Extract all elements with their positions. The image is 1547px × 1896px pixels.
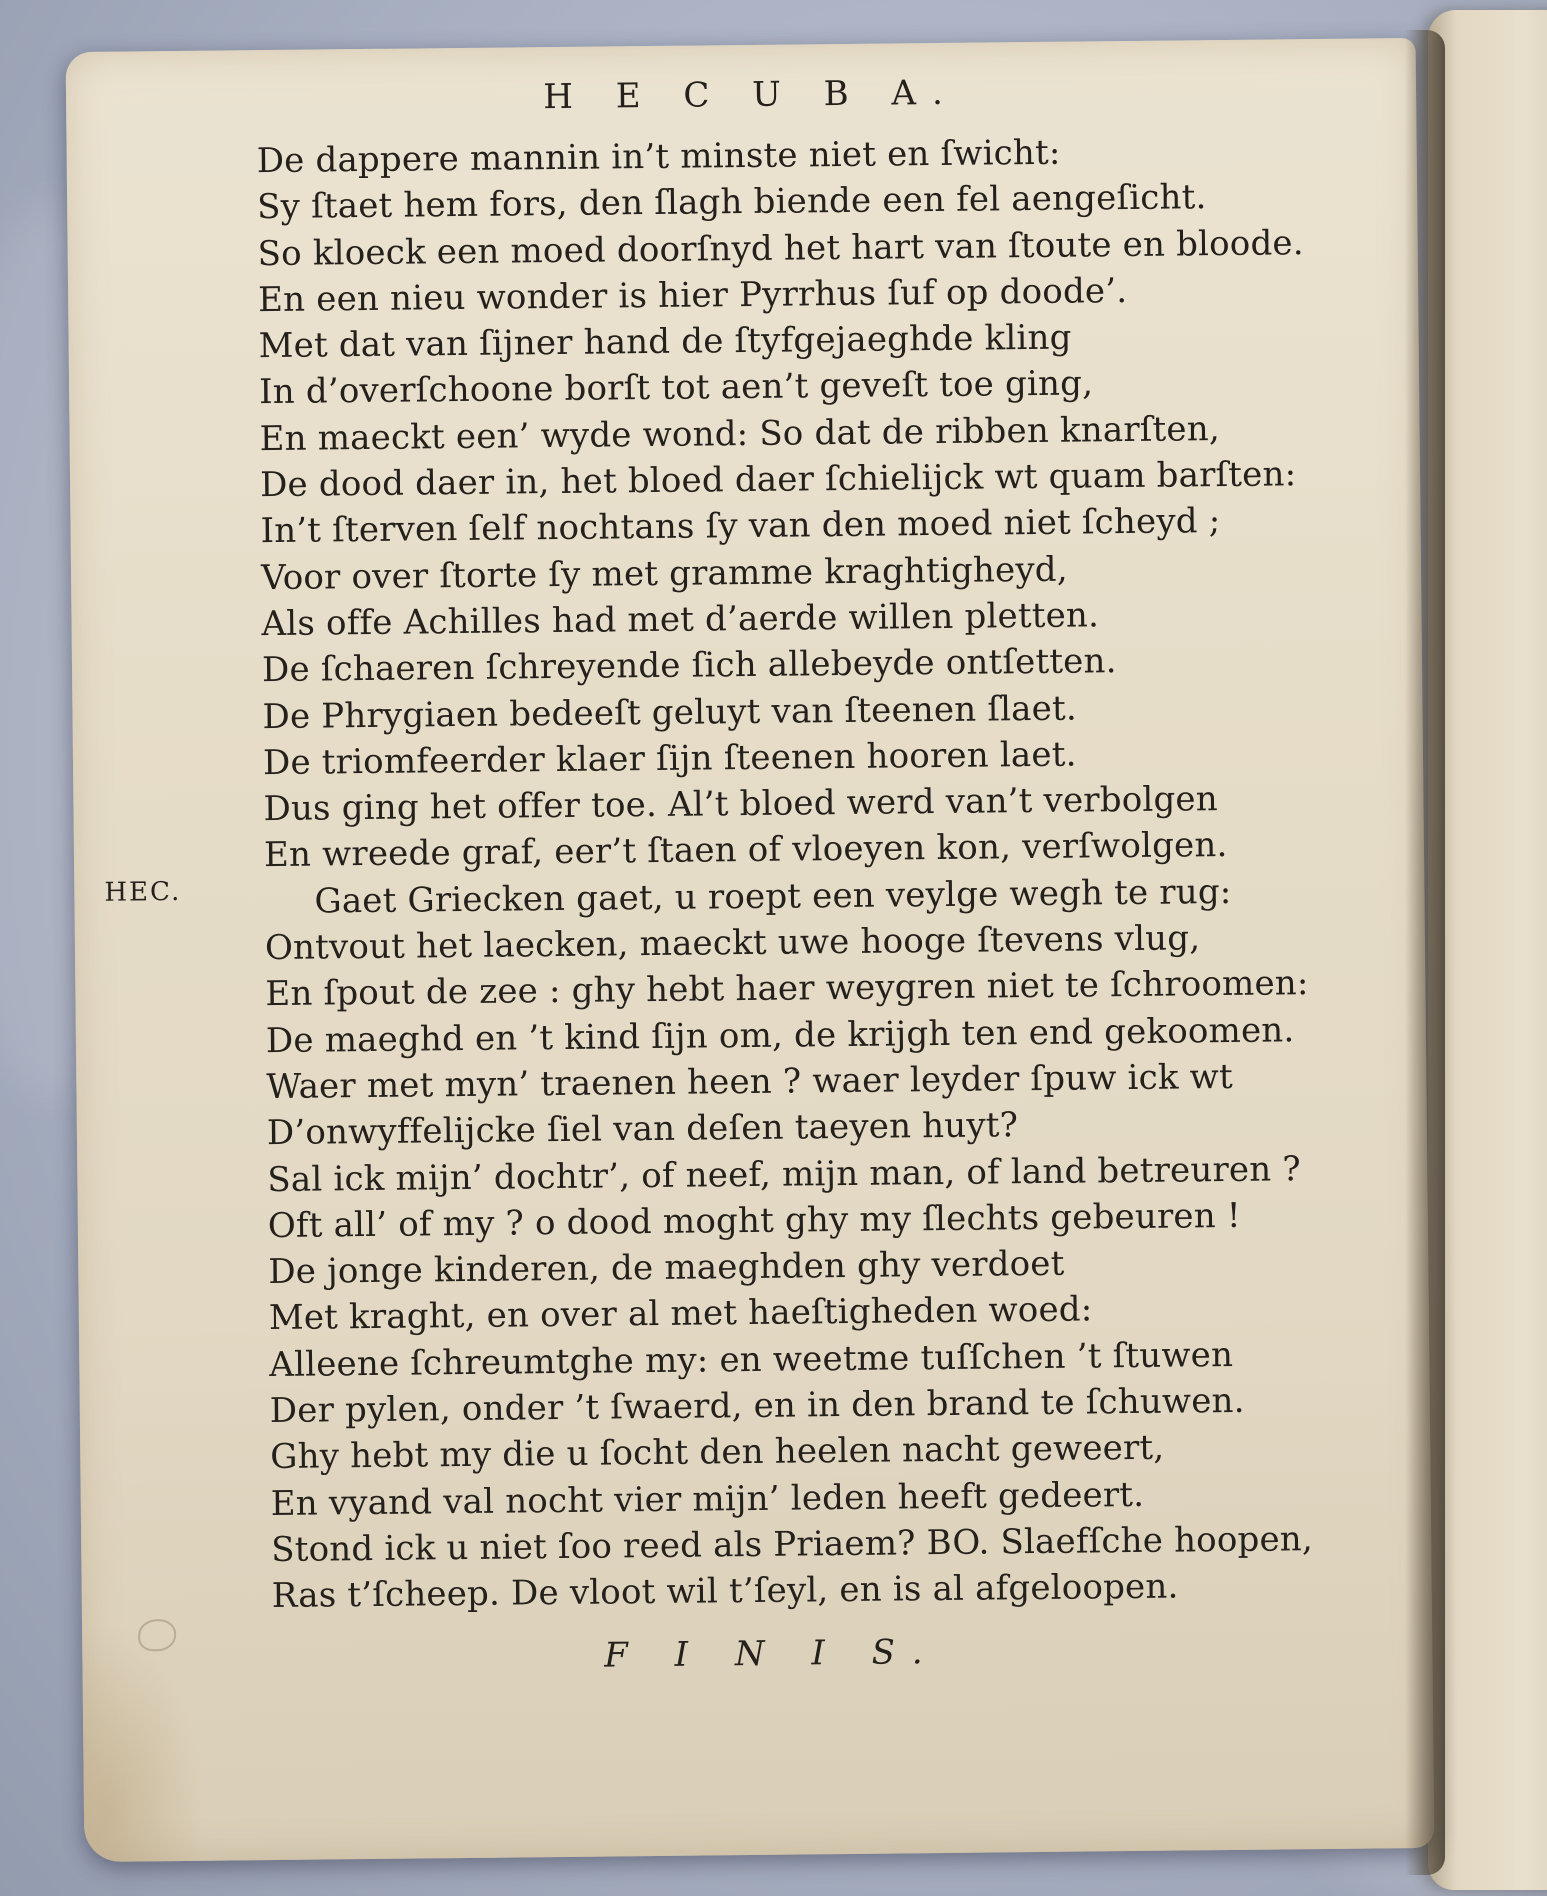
verse-line: Voor over ſtorte ſy met gramme kraghtigheyd, — [260, 549, 1068, 598]
verse-line: Alleene ſchreumtghe my: en weetme tuſſchen ’t ſtuwen — [269, 1334, 1234, 1385]
verse-line: Als offe Achilles had met d’aerde willen pletten. — [261, 595, 1100, 645]
verse-line: So kloeck een moed doorſnyd het hart van ſtoute en bloode. — [257, 222, 1304, 274]
speaker-margin-label: HEC. — [104, 876, 182, 908]
verse-lines — [256, 126, 1421, 1619]
verse-line: De jonge kinderen, de maeghden ghy verdoet — [268, 1243, 1065, 1293]
verse-line: De dood daer in, het bloed daer ſchielijck wt quam barſten: — [259, 454, 1297, 506]
verse-line: D’onwyffelijcke ſiel van deſen taeyen huyt? — [266, 1105, 1019, 1154]
verse-line: En wreede graf, eer’t ſtaen of vloeyen kon, verſwolgen. — [263, 825, 1228, 876]
verse-line: Oft all’ of my ? o dood moght ghy my ſlechts gebeuren ! — [267, 1195, 1241, 1246]
verse-line: De Phrygiaen bedeeſt geluyt van ſteenen ſlaet. — [262, 688, 1078, 737]
verse-line: De ſchaeren ſchreyende ſich allebeyde ontſetten. — [261, 641, 1117, 691]
text-block — [66, 38, 1435, 1862]
book-gutter-shadow — [1405, 30, 1445, 1875]
verse-line: Gaet Griecken gaet, u roept een veylge wegh te rug: — [314, 871, 1232, 922]
running-head: H E C U B A. — [543, 72, 960, 118]
verse-line: Met dat van ſijner hand de ſtyfgejaeghde kling — [258, 317, 1072, 367]
verse-line: Sal ick mijn’ dochtr’, of neef, mijn man, of land betreuren ? — [267, 1148, 1301, 1200]
verse-line: Met kraght, en over al met haeſtigheden woed: — [268, 1289, 1093, 1339]
verse-line: Ghy hebt my die u ſocht den heelen nacht geweert, — [270, 1428, 1165, 1478]
book-page — [66, 38, 1435, 1862]
facing-page — [1428, 10, 1547, 1890]
verse-line: Ontvout het laecken, maeckt uwe hooge ſtevens vlug, — [264, 918, 1201, 969]
verse-line: In’t ſterven ſelf nochtans ſy van den moed niet ſcheyd ; — [260, 501, 1221, 552]
verse-line: In d’overſchoone borſt tot aen’t geveſt toe ging, — [258, 363, 1094, 413]
verse-line: En ſpout de zee : ghy hebt haer weygren niet te ſchroomen: — [265, 963, 1309, 1015]
verse-line: De triomfeerder klaer ſijn ſteenen hooren laet. — [262, 734, 1077, 783]
verse-line: En vyand val nocht vier mijn’ leden heeft gedeert. — [270, 1474, 1145, 1524]
verse-line: Dus ging het offer toe. Al’t bloed werd van’t verbolgen — [263, 779, 1219, 830]
verse-line: En een nieu wonder is hier Pyrrhus ſuf op doode’. — [257, 270, 1128, 321]
finis-colophon: F I N I S. — [603, 1632, 941, 1676]
verse-line: Waer met myn’ traenen heen ? waer leyder ſpuw ick wt — [266, 1056, 1234, 1108]
verse-line: De dappere mannin in’t minste niet en ſwicht: — [256, 132, 1061, 182]
verse-line: Stond ick u niet ſoo reed als Priaem? BO. Slaefſche hoopen, — [271, 1519, 1314, 1570]
verse-line: Ras t’ſcheep. De vloot wil t’ſeyl, en is al afgeloopen. — [271, 1566, 1179, 1617]
verse-line: De maeghd en ’t kind ſijn om, de krijgh ten end gekoomen. — [265, 1009, 1295, 1061]
verse-line: Sy ſtaet hem fors, den ſlagh biende een fel aengeſicht. — [256, 177, 1207, 228]
verse-line: En maeckt een’ wyde wond: So dat de ribben knarſten, — [259, 408, 1221, 459]
verse-line: Der pylen, onder ’t ſwaerd, en in den brand te ſchuwen. — [269, 1380, 1245, 1432]
